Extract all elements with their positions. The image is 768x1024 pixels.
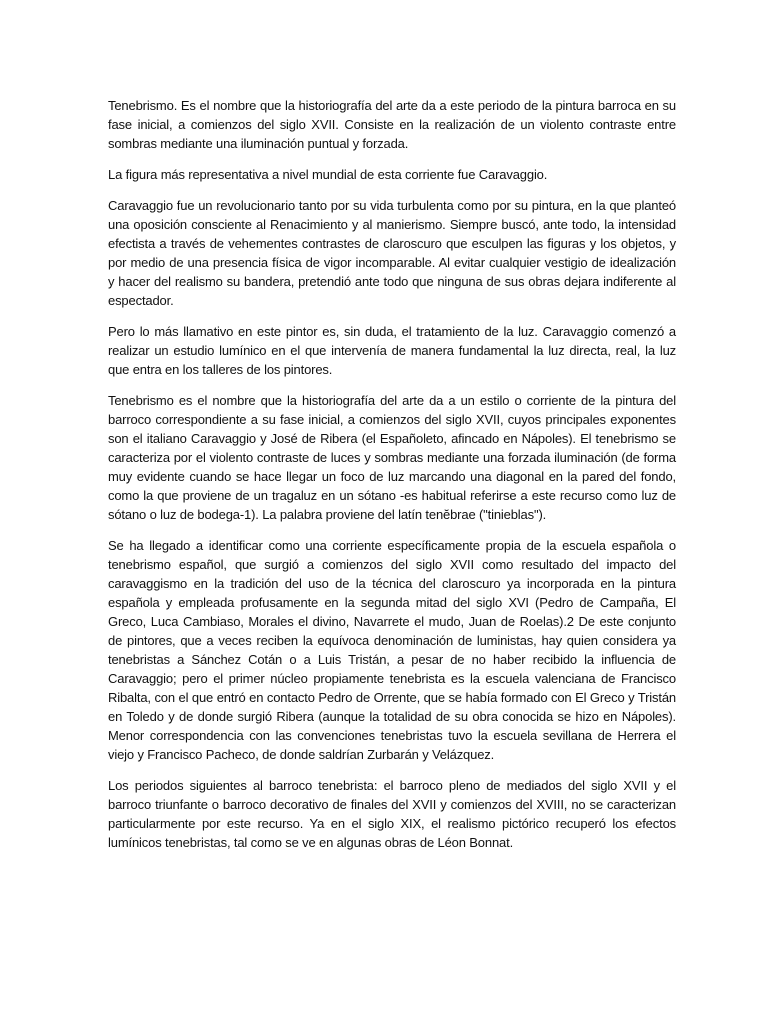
paragraph-caravaggio-revolution: Caravaggio fue un revolucionario tanto por su vida turbulenta como por su pintura, en la que planteó una oposición consciente al Renacimiento y al manierismo. Siempre buscó, ante todo, la intensidad efectista a través de vehementes contrastes de claroscuro que esculpen las figuras y los objetos, y por medio de una presencia física de vigor incomparable. Al evitar cualquier vestigio de idealización y hacer del realismo su bandera, pretendió ante todo que ninguna de sus obras dejara indiferente al espectador. bbox=[108, 198, 676, 308]
paragraph-tenebrism-definition: Tenebrismo es el nombre que la historiografía del arte da a un estilo o corriente de la pintura del barroco correspondiente a su fase inicial, a comienzos del siglo XVII, cuyos principales exponentes son el italiano Caravaggio y José de Ribera (el Españoleto, afincado en Nápoles). El tenebrismo se caracteriza por el violento contraste de luces y sombras mediante una forzada iluminación (de forma muy evidente cuando se hace llegar un foco de luz marcando una diagonal en la pared del fondo, como la que proviene de un tragaluz en un sótano -es habitual referirse a este recurso como luz de sótano o luz de bodega-1). La palabra proviene del latín tenĕbrae ("tinieblas"). bbox=[108, 393, 676, 522]
paragraph-light-treatment: Pero lo más llamativo en este pintor es, sin duda, el tratamiento de la luz. Caravaggio comenzó a realizar un estudio lumínico en el que intervenía de manera fundamental la luz directa, real, la luz que entra en los talleres de los pintores. bbox=[108, 324, 676, 377]
document-page bbox=[108, 96, 676, 864]
paragraph-intro: Tenebrismo. Es el nombre que la historiografía del arte da a este periodo de la pintura barroca en su fase inicial, a comienzos del siglo XVII. Consiste en la realización de un violento contraste entre sombras mediante una iluminación puntual y forzada. bbox=[108, 98, 676, 151]
paragraph-caravaggio-figure: La figura más representativa a nivel mundial de esta corriente fue Caravaggio. bbox=[108, 167, 548, 182]
paragraph-later-periods: Los periodos siguientes al barroco tenebrista: el barroco pleno de mediados del siglo XVII y el barroco triunfante o barroco decorativo de finales del XVII y comienzos del XVIII, no se caracterizan particularmente por este recurso. Ya en el siglo XIX, el realismo pictórico recuperó los efectos lumínicos tenebristas, tal como se ve en algunas obras de Léon Bonnat. bbox=[108, 778, 676, 850]
paragraph-spanish-tenebrism: Se ha llegado a identificar como una corriente específicamente propia de la escuela española o tenebrismo español, que surgió a comienzos del siglo XVII como resultado del impacto del caravaggismo en la tradición del uso de la técnica del claroscuro ya incorporada en la pintura española y empleada profusamente en la segunda mitad del siglo XVI (Pedro de Campaña, El Greco, Luca Cambiaso, Morales el divino, Navarrete el mudo, Juan de Roelas).2 De este conjunto de pintores, que a veces reciben la equívoca denominación de luministas, hay quien considera ya tenebristas a Sánchez Cotán o a Luis Tristán, a pesar de no haber recibido la influencia de Caravaggio; pero el primer núcleo propiamente tenebrista es la escuela valenciana de Francisco Ribalta, con el que entró en contacto Pedro de Orrente, que se había formado con El Greco y Tristán en Toledo y de donde surgió Ribera (aunque la totalidad de su obra conocida se hizo en Nápoles). Menor correspondencia con las convenciones tenebristas tuvo la escuela sevillana de Herrera el viejo y Francisco Pacheco, de donde saldrían Zurbarán y Velázquez. bbox=[108, 538, 676, 762]
